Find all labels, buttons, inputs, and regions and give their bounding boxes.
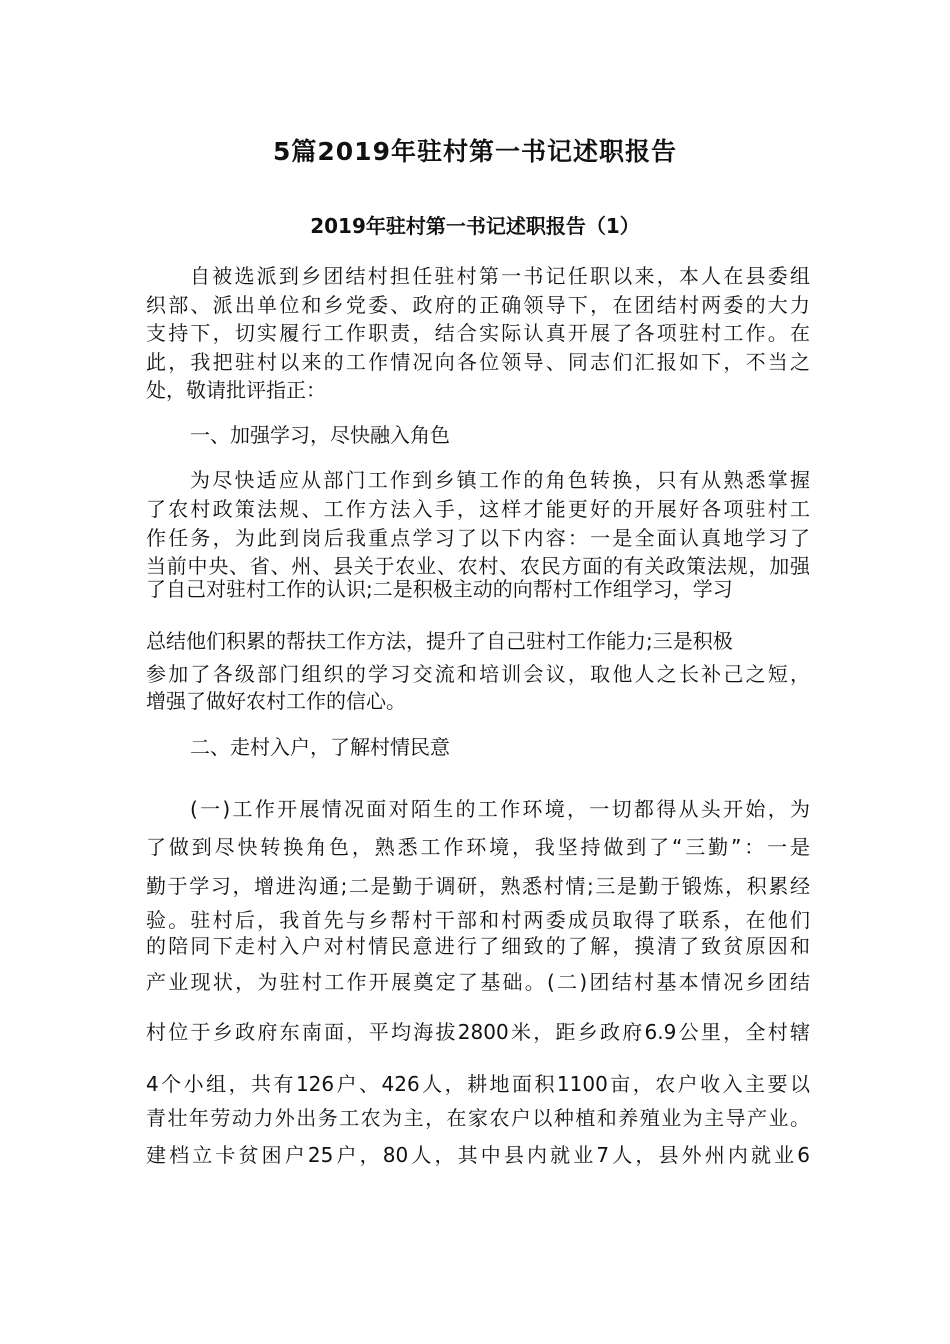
paragraph-line: 村位于乡政府东南面，平均海拔2800米，距乡政府6.9公里，全村辖 <box>146 1020 810 1044</box>
section-subtitle: 2019年驻村第一书记述职报告（1） <box>310 214 640 238</box>
paragraph-line: 了农村政策法规、工作方法入手，这样才能更好的开展好各项驻村工 <box>146 497 810 521</box>
paragraph-line: 参加了各级部门组织的学习交流和培训会议，取他人之长补己之短， <box>146 662 810 686</box>
paragraph-line: 作任务，为此到岗后我重点学习了以下内容：一是全面认真地学习了 <box>146 526 810 550</box>
paragraph-line: 建档立卡贫困户25户，80人，其中县内就业7人，县外州内就业6 <box>146 1143 810 1167</box>
paragraph-line: (一)工作开展情况面对陌生的工作环境，一切都得从头开始，为 <box>190 797 810 821</box>
paragraph-line: 的陪同下走村入户对村情民意进行了细致的了解，摸清了致贫原因和 <box>146 934 810 958</box>
paragraph-line: 当前中央、省、州、县关于农业、农村、农民方面的有关政策法规，加强 <box>146 554 810 578</box>
paragraph-line: 4个小组，共有126户、426人，耕地面积1100亩，农户收入主要以 <box>146 1072 810 1096</box>
paragraph-line: 勤于学习，增进沟通;二是勤于调研，熟悉村情;三是勤于锻炼，积累经 <box>146 874 810 898</box>
paragraph-line: 为尽快适应从部门工作到乡镇工作的角色转换，只有从熟悉掌握 <box>190 468 810 492</box>
paragraph-line: 产业现状，为驻村工作开展奠定了基础。(二)团结村基本情况乡团结 <box>146 970 810 994</box>
section-heading: 一、加强学习，尽快融入角色 <box>190 423 450 447</box>
paragraph-line: 自被选派到乡团结村担任驻村第一书记任职以来，本人在县委组 <box>190 264 810 288</box>
paragraph-line: 总结他们积累的帮扶工作方法，提升了自己驻村工作能力;三是积极 <box>146 629 733 653</box>
paragraph-line: 此，我把驻村以来的工作情况向各位领导、同志们汇报如下，不当之 <box>146 350 810 374</box>
document-title: 5篇2019年驻村第一书记述职报告 <box>273 137 677 166</box>
paragraph-line: 织部、派出单位和乡党委、政府的正确领导下，在团结村两委的大力 <box>146 293 810 317</box>
paragraph-line: 了做到尽快转换角色，熟悉工作环境，我坚持做到了“三勤”：一是 <box>146 835 810 859</box>
section-heading: 二、走村入户，了解村情民意 <box>190 735 450 759</box>
paragraph-line: 青壮年劳动力外出务工农为主，在家农户以种植和养殖业为主导产业。 <box>146 1106 810 1130</box>
paragraph-line: 了自己对驻村工作的认识;二是积极主动的向帮村工作组学习，学习 <box>146 577 733 601</box>
paragraph-line: 验。驻村后，我首先与乡帮村干部和村两委成员取得了联系，在他们 <box>146 908 810 932</box>
paragraph-line: 处，敬请批评指正： <box>146 378 326 402</box>
paragraph-line: 支持下，切实履行工作职责，结合实际认真开展了各项驻村工作。在 <box>146 321 810 345</box>
paragraph-line: 增强了做好农村工作的信心。 <box>146 689 406 713</box>
